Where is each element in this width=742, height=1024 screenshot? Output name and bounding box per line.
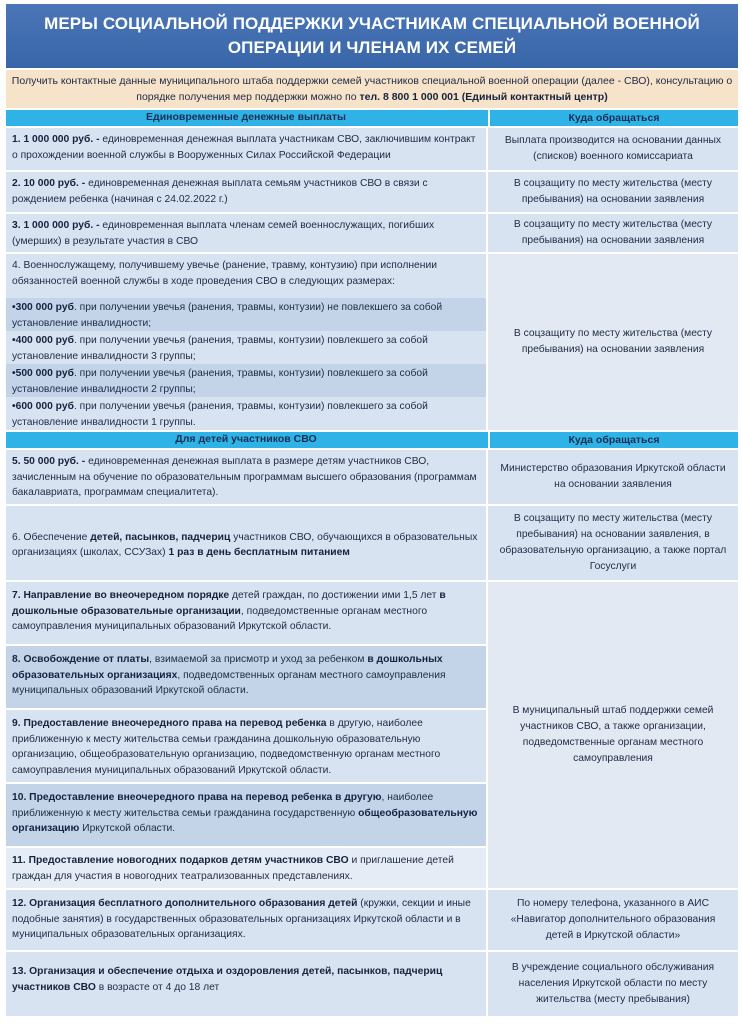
row4-where: В соцзащиту по месту жительства (месту пребывания) на основании заявления (488, 254, 738, 430)
row4-sub-2 (6, 331, 486, 364)
table-row-5 (6, 450, 738, 504)
section2-header-right: Куда обращаться (488, 432, 738, 448)
intro-phone: тел. 8 800 1 000 001 (Единый контактный центр) (359, 91, 608, 103)
section1-header-left: Единовременные денежные выплаты (146, 111, 346, 124)
row4-sub-1-text: . при получении увечья (ранения, травмы, контузии) не повлекшего за собой установление инвалидности; (12, 302, 443, 329)
title-line-2: ОПЕРАЦИИ И ЧЛЕНАМ ИХ СЕМЕЙ (227, 38, 517, 57)
row4-sub-3-amount: •500 000 руб (12, 368, 74, 379)
row11-text-1: и приглашение детей граждан для участия в новогодних театрализованных представлениях. (12, 855, 454, 882)
row4-sub-4-text: . при получении увечья (ранения, травмы, контузии) повлекшего за собой установление инвалидности 1 группы. (12, 401, 428, 428)
row5-amount: 5. 50 000 руб. - (12, 456, 86, 467)
row4-sub-1 (6, 298, 486, 331)
row7-bold-1: 7. Направление во внеочередном порядке (12, 590, 230, 601)
row11-description (6, 848, 486, 888)
intro-note (6, 70, 738, 108)
row7-11-where: В муниципальный штаб поддержки семей участников СВО, а также организации, подведомственные органам местного самоуправления (488, 582, 738, 888)
row12-bold-1: 12. Организация бесплатного дополнительного образования детей (12, 898, 358, 909)
row3-amount: 3. 1 000 000 руб. - (12, 220, 100, 231)
row4-sub-3 (6, 364, 486, 397)
row13-description (6, 952, 486, 1016)
row6-bold-2: 1 раз в день бесплатным питанием (168, 547, 350, 558)
row11-bold-1: 11. Предоставление новогодних подарков детям участников СВО (12, 855, 349, 866)
table-row-6 (6, 506, 738, 580)
row4-sub-3-text: . при получении увечья (ранения, травмы, контузии) повлекшего за собой установление инвалидности 2 группы; (12, 368, 428, 395)
table-row-3 (6, 214, 738, 252)
row10-text-2: Иркутской области. (79, 823, 176, 834)
row2-where: В соцзащиту по месту жительства (месту пребывания) на основании заявления (488, 172, 738, 212)
row6-bold-1: детей, пасынков, падчериц (90, 531, 231, 543)
intro-text: Получить контактные данные муниципального штаба поддержки семей участников специальной военной операции (далее - СВО), консультацию о порядке получения мер поддержки можно по (11, 75, 733, 103)
row8-text-1: , взимаемой за присмотр и уход за ребенком (149, 654, 368, 665)
row13-bold-1: 13. Организация и обеспечение отдыха и оздоровления детей, пасынков, падчериц участников СВО (12, 966, 443, 993)
table-row-1 (6, 128, 738, 170)
table-group-7-11 (6, 582, 738, 888)
row10-text-1: , наиболее приближенную к месту жительства семьи гражданина государственную (12, 792, 434, 819)
row7-text-2: , подведомственные органам местного самоуправления муниципальных образований Иркутской области. (12, 605, 428, 632)
row7-text-1: детей граждан, по достижении ими 1,5 лет (229, 590, 440, 601)
row10-description (6, 784, 486, 846)
section1-header (6, 110, 738, 126)
row3-where: В соцзащиту по месту жительства (месту пребывания) на основании заявления (488, 214, 738, 252)
row9-description (6, 710, 486, 782)
row10-bold-1: 10. Предоставление внеочередного права на перевод ребенка в другую (12, 792, 382, 803)
row3-text: единовременная выплата членам семей военнослужащих, погибших (умерших) в результате участия в СВО (12, 220, 435, 247)
row8-text-2: , подведомственных органам местного самоуправления муниципальных образований Иркутской области. (12, 669, 446, 696)
table-row-2 (6, 172, 738, 212)
row13-text-1: в возрасте от 4 до 18 лет (95, 981, 220, 993)
row12-where: По номеру телефона, указанного в АИС «Навигатор дополнительного образования детей в Иркутской области» (488, 890, 738, 950)
row5-where: Министерство образования Иркутской области на основании заявления (488, 450, 738, 504)
row7-description (6, 582, 486, 644)
row6-text-1: 6. Обеспечение (12, 531, 91, 543)
row1-amount: 1. 1 000 000 руб. - (12, 134, 100, 145)
row1-description (6, 128, 486, 170)
row4-sub-2-text: . при получении увечья (ранения, травмы, контузии) повлекшего за собой установление инвалидности 3 группы; (12, 335, 428, 362)
row9-bold-1: 9. Предоставление внеочередного права на перевод ребенка (12, 718, 327, 729)
row1-where: Выплата производится на основании данных (списков) военного комиссариата (488, 128, 738, 170)
row7-bold-2: в дошкольные образовательные организации (12, 590, 446, 617)
row12-text-1: (кружки, секции и иные подобные занятия) в государственных образовательных организациях Иркутской области и в муниципальных образовательных организациях. (12, 898, 471, 940)
row5-description (6, 450, 486, 504)
table-row-13 (6, 952, 738, 1016)
row2-text: единовременная денежная выплата семьям участников СВО в связи с рождением ребенка (начиная с 24.02.2022 г.) (12, 178, 428, 205)
row10-bold-2: общеобразовательную организацию (12, 807, 478, 834)
row6-description (6, 506, 486, 580)
row4-sub-4 (6, 397, 486, 430)
page-title (6, 4, 738, 68)
table-row-4 (6, 254, 738, 430)
row8-bold-2: в дошкольных образовательных организациях (12, 654, 443, 681)
row4-sub-2-amount: •400 000 руб (12, 335, 74, 346)
row6-where: В соцзащиту по месту жительства (месту пребывания) на основании заявления, в образовательную организацию, а также портал Госуслуги (488, 506, 738, 580)
row5-text: единовременная денежная выплата в размере детям участников СВО, зачисленным на обучение по образовательным программам высшего образования (программам бакалавриата, программам специалитета). (12, 456, 477, 498)
row12-description (6, 890, 486, 950)
row8-bold-1: 8. Освобождение от платы (12, 654, 150, 665)
title-line-1: МЕРЫ СОЦИАЛЬНОЙ ПОДДЕРЖКИ УЧАСТНИКАМ СПЕЦИАЛЬНОЙ ВОЕННОЙ (44, 14, 700, 33)
row13-where: В учреждение социального обслуживания населения Иркутской области по месту жительства (месту пребывания) (488, 952, 738, 1016)
row1-text: единовременная денежная выплата участникам СВО, заключившим контракт о прохождении военной службы в Вооруженных Силах Российской Федерации (12, 134, 476, 161)
table-row-12 (6, 890, 738, 950)
row4-sub-1-amount: •300 000 руб (12, 302, 74, 313)
row4-sub-4-amount: •600 000 руб (12, 401, 74, 412)
row2-description (6, 172, 486, 212)
section1-header-right: Куда обращаться (488, 110, 738, 126)
row2-amount: 2. 10 000 руб. - (12, 178, 86, 189)
section2-header (6, 432, 738, 448)
section2-header-left: Для детей участников СВО (175, 433, 317, 446)
row9-text-1: в другую, наиболее приближенную к месту жительства семьи гражданина дошкольную образовательную организацию, общеобразовательную организацию, подведомственную органам местного самоуправления муниципальных образований Иркутской области. (12, 718, 441, 776)
row8-description (6, 646, 486, 708)
row4-intro: 4. Военнослужащему, получившему увечье (ранение, травму, контузию) при исполнении обязанностей военной службы в ходе проведения СВО в следующих размерах: (6, 254, 486, 298)
row3-description (6, 214, 486, 252)
row6-text-2: участников СВО, обучающихся в образовательных организациях (школах, ССУЗах) (12, 531, 478, 558)
